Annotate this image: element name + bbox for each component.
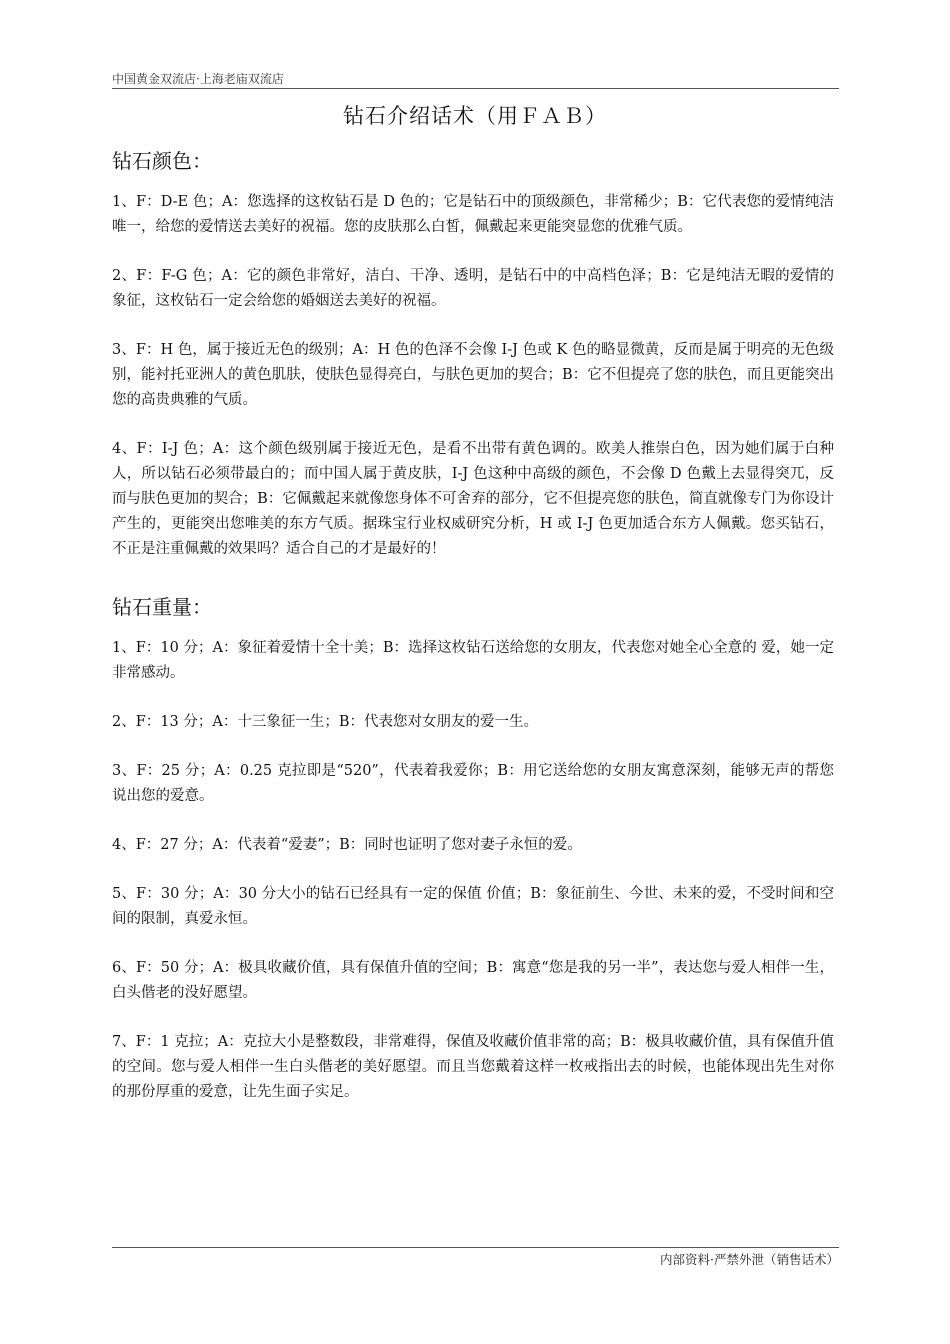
color-paragraph: 3、F：H 色，属于接近无色的级别；A：H 色的色泽不会像 I-J 色或 K 色的略显微黄，反而是属于明亮的无色级别，能衬托亚洲人的黄色肌肤，使肤色显得亮白，与肤色更加的契合；B：它不但提亮了您的肤色，而且更能突出您的高贵典雅的气质。 [112, 342, 834, 408]
page-header: 中国黄金双流店·上海老庙双流店 [112, 72, 284, 86]
section-heading-weight: 钻石重量： [112, 595, 212, 619]
color-paragraph: 2、F：F-G 色；A：它的颜色非常好，洁白、干净、透明，是钻石中的中高档色泽；B：它是纯洁无暇的爱情的象征，这枚钻石一定会给您的婚姻送去美好的祝福。 [112, 268, 834, 309]
footer-divider [112, 1247, 839, 1248]
document-body [112, 146, 834, 1129]
document-title: 钻石介绍话术（用ＦＡＢ） [343, 104, 607, 128]
weight-paragraph: 2、F：13 分；A：十三象征一生；B：代表您对女朋友的爱一生。 [112, 714, 538, 730]
color-paragraph: 4、F：I-J 色；A：这个颜色级别属于接近无色，是看不出带有黄色调的。欧美人推崇白色，因为她们属于白种人，所以钻石必须带最白的；而中国人属于黄皮肤，I-J 色这种中高级的颜色，不会像 D 色戴上去显得突兀，反而与肤色更加的契合；B：它佩戴起来就像您身体不可舍弃的部分，它不但提亮您的肤色，简直就像专门为你设计产生的，更能突出您唯美的东方气质。据珠宝行业权威研究分析，H 或 I-J 色更加适合东方人佩戴。您买钻石，不正是注重佩戴的效果吗？适合自己的才是最好的！ [112, 441, 834, 557]
weight-paragraph: 1、F：10 分；A：象征着爱情十全十美；B：选择这枚钻石送给您的女朋友，代表您对她全心全意的 爱，她一定非常感动。 [112, 640, 834, 681]
weight-paragraph: 7、F：1 克拉；A：克拉大小是整数段，非常难得，保值及收藏价值非常的高；B：极具收藏价值，具有保值升值的空间。您与爱人相伴一生白头偕老的美好愿望。而且当您戴着这样一枚戒指出去的时候，也能体现出先生对你的那份厚重的爱意，让先生面子实足。 [112, 1034, 834, 1100]
weight-paragraph: 5、F：30 分；A：30 分大小的钻石已经具有一定的保值 价值；B：象征前生、今世、未来的爱，不受时间和空间的限制，真爱永恒。 [112, 886, 834, 927]
color-paragraph: 1、F：D-E 色；A：您选择的这枚钻石是 D 色的；它是钻石中的顶级颜色，非常稀少；B：它代表您的爱情纯洁唯一，给您的爱情送去美好的祝福。您的皮肤那么白皙，佩戴起来更能突显您的优雅气质。 [112, 194, 834, 235]
weight-paragraph: 6、F：50 分；A：极具收藏价值，具有保值升值的空间；B：寓意“您是我的另一半”，表达您与爱人相伴一生，白头偕老的没好愿望。 [112, 960, 834, 1001]
header-divider [112, 88, 839, 89]
page-footer: 内部资料·严禁外泄（销售话术） [660, 1252, 839, 1267]
section-heading-color: 钻石颜色： [112, 149, 212, 173]
weight-paragraph: 3、F：25 分；A：0.25 克拉即是“520”，代表着我爱你；B：用它送给您的女朋友寓意深刻，能够无声的帮您说出您的爱意。 [112, 763, 834, 804]
weight-paragraph: 4、F：27 分；A：代表着“爱妻”；B：同时也证明了您对妻子永恒的爱。 [112, 837, 582, 853]
